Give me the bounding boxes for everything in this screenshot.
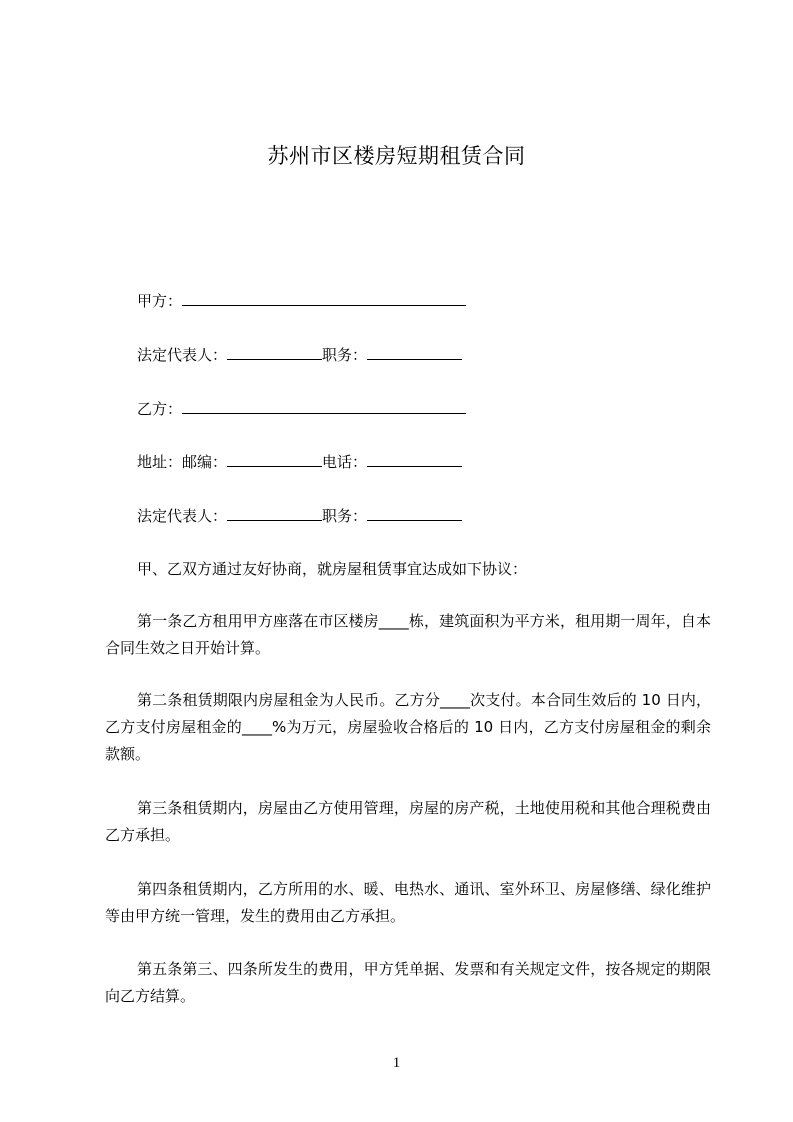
page-number: 1 — [392, 1055, 401, 1071]
address-label: 地址：邮编： — [137, 453, 228, 471]
party-a-blank — [182, 290, 466, 306]
article-2: 第二条租赁期限内房屋租金为人民币。乙方分____次支付。本合同生效后的 10 日内，乙方支付房屋租金的____%为万元，房屋验收合格后的 10 日内，乙方支付房屋租金的剩余款额。 — [105, 691, 711, 763]
article-5: 第五条第三、四条所发生的费用，甲方凭单据、发票和有关规定文件，按各规定的期限向乙方结算。 — [105, 960, 711, 1005]
position-blank-2 — [367, 505, 462, 521]
position-blank-1 — [367, 344, 462, 360]
legal-rep-label-2: 法定代表人： — [137, 507, 228, 525]
article-3: 第三条租赁期内，房屋由乙方使用管理，房屋的房产税，土地使用税和其他合理税费由乙方承担。 — [105, 799, 711, 844]
zip-blank — [227, 451, 322, 467]
legal-rep-label-1: 法定代表人： — [137, 346, 228, 364]
agreement-intro: 甲、乙双方通过友好协商，就房屋租赁事宜达成如下协议： — [137, 560, 528, 578]
party-b-label: 乙方： — [137, 400, 183, 418]
legal-rep-blank-1 — [227, 344, 322, 360]
phone-label: 电话： — [322, 453, 368, 471]
document-title: 苏州市区楼房短期租赁合同 — [267, 144, 526, 168]
position-label-2: 职务： — [322, 507, 368, 525]
party-b-blank — [182, 398, 466, 414]
article-1: 第一条乙方租用甲方座落在市区楼房____栋，建筑面积为平方米，租用期一周年，自本合同生效之日开始计算。 — [105, 612, 711, 657]
legal-rep-blank-2 — [227, 505, 322, 521]
legal-rep-line-2 — [137, 505, 462, 527]
party-a-line — [137, 290, 466, 312]
position-label-1: 职务： — [322, 346, 368, 364]
party-a-label: 甲方： — [137, 292, 183, 310]
legal-rep-line-1 — [137, 344, 462, 366]
article-4: 第四条租赁期内，乙方所用的水、暖、电热水、通讯、室外环卫、房屋修缮、绿化维护等由甲方统一管理，发生的费用由乙方承担。 — [105, 880, 711, 925]
phone-blank — [367, 451, 462, 467]
address-line — [137, 451, 462, 473]
party-b-line — [137, 398, 466, 420]
